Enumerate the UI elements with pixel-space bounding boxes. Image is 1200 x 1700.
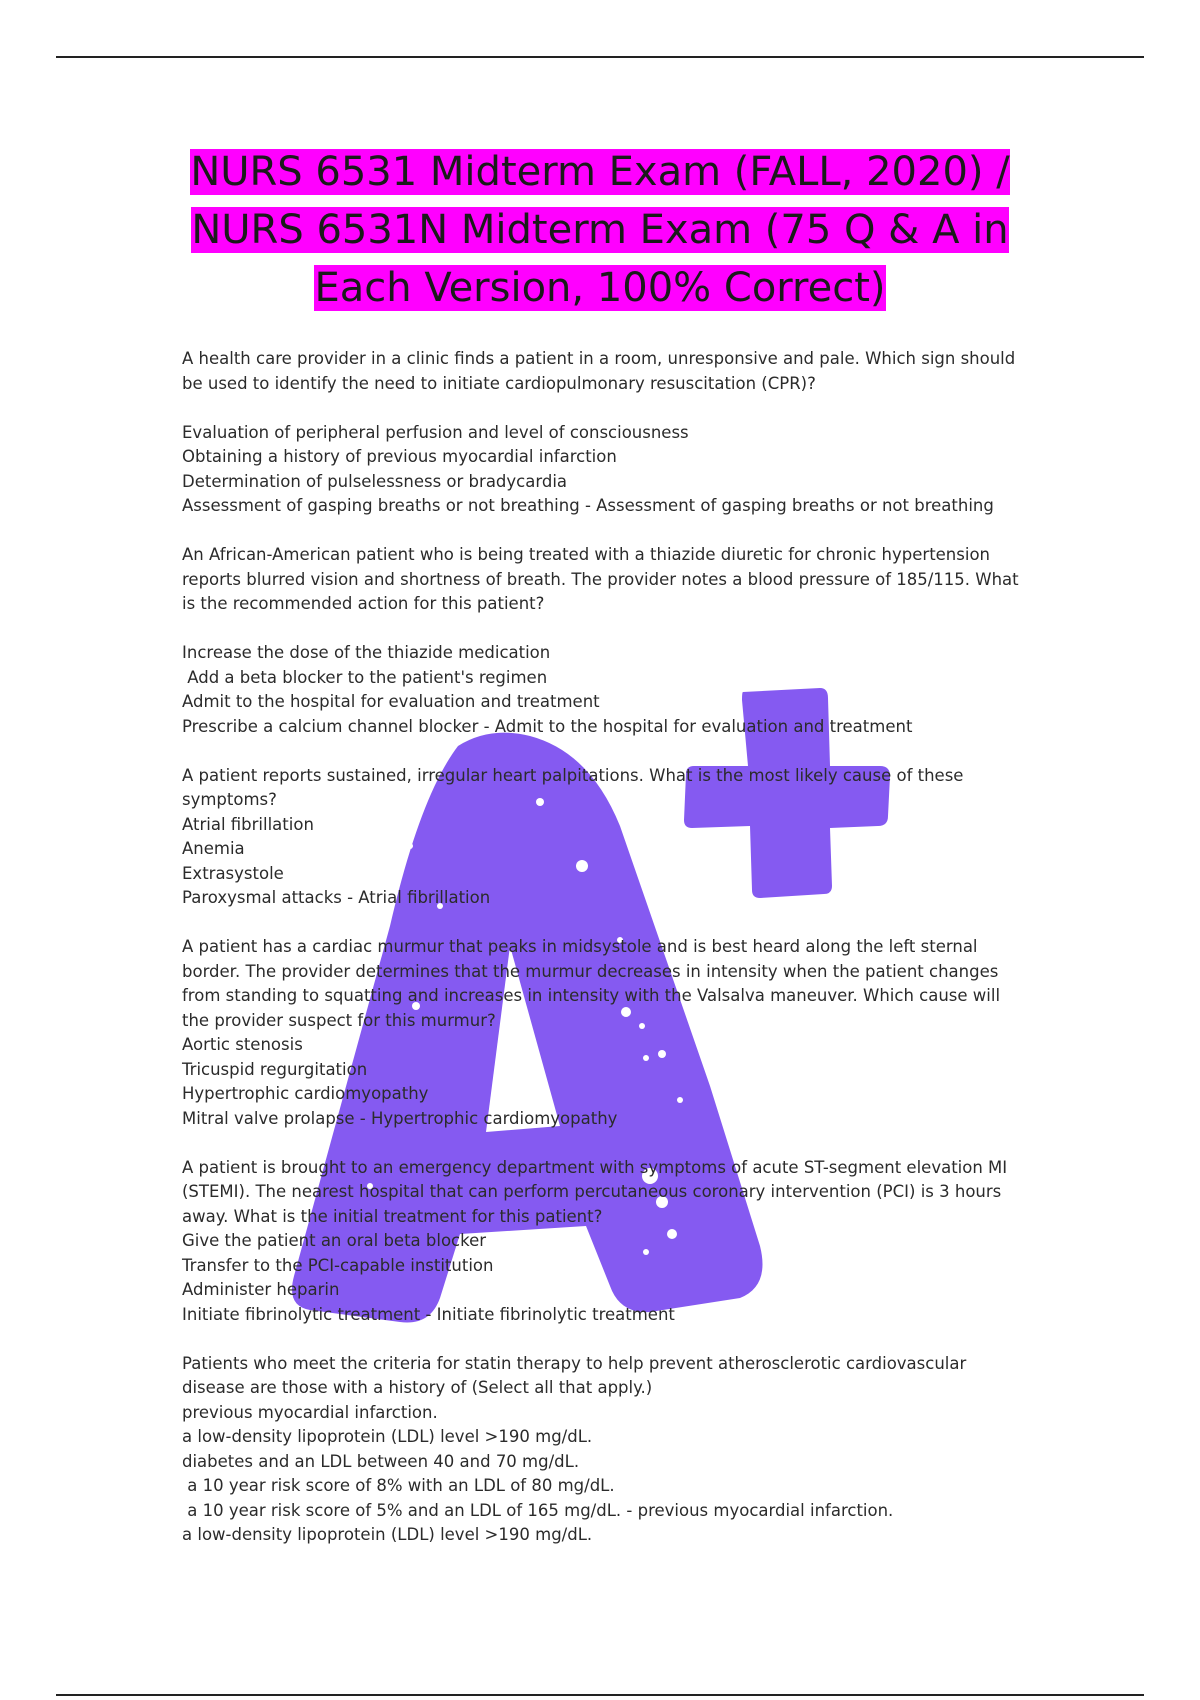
body-text-line: Assessment of gasping breaths or not breathing - Assessment of gasping breaths or not breathing — [182, 496, 994, 515]
blank-line — [182, 739, 1032, 764]
body-text-line: Aortic stenosis — [182, 1035, 303, 1054]
body-text-line: Paroxysmal attacks - Atrial fibrillation — [182, 888, 491, 907]
bottom-rule — [56, 1694, 1144, 1696]
body-text-line: Anemia — [182, 839, 245, 858]
body-text-line: Transfer to the PCI-capable institution — [182, 1255, 494, 1275]
body-text-line: Give the patient an oral beta blocker — [182, 1231, 487, 1250]
blank-line — [182, 1131, 1032, 1156]
body-text-line: A patient reports sustained, irregular heart palpitations. What is the most likely cause of these — [182, 765, 964, 785]
body-text-line: Atrial fibrillation — [182, 814, 314, 834]
body-text-line: (STEMI). The nearest hospital that can perform percutaneous coronary intervention (PCI) is 3 hours — [182, 1182, 1002, 1201]
body-text-line: Admit to the hospital for evaluation and treatment — [182, 692, 600, 711]
body-text-line: Mitral valve prolapse - Hypertrophic cardiomyopathy — [182, 1108, 618, 1128]
blank-line — [182, 911, 1032, 936]
body-text-line: diabetes and an LDL between 40 and 70 mg/dL. — [182, 1451, 580, 1471]
document-title: NURS 6531 Midterm Exam (FALL, 2020) / NURS 6531N Midterm Exam (75 Q & A in Each Version, 100% Correct) — [190, 149, 1010, 311]
body-text-line: Add a beta blocker to the patient's regimen — [182, 667, 548, 687]
body-text-line: A health care provider in a clinic finds a patient in a room, unresponsive and pale. Which sign should — [182, 349, 1016, 368]
body-text-line: Administer heparin — [182, 1280, 340, 1299]
body-text-line: Prescribe a calcium channel blocker - Admit to the hospital for evaluation and treatment — [182, 716, 913, 736]
body-text-line: Tricuspid regurgitation — [182, 1059, 368, 1079]
body-text-line: symptoms? — [182, 790, 277, 809]
body-text-line: from standing to squatting and increases in intensity with the Valsalva maneuver. Which cause will — [182, 986, 1001, 1005]
body-text-line: Hypertrophic cardiomyopathy — [182, 1084, 429, 1103]
body-text-line: disease are those with a history of (Select all that apply.) — [182, 1378, 653, 1397]
body-text-line: a 10 year risk score of 5% and an LDL of 165 mg/dL. - previous myocardial infarction. — [182, 1500, 894, 1520]
body-text-line: Initiate fibrinolytic treatment - Initiate fibrinolytic treatment — [182, 1304, 675, 1324]
body-text-line: be used to identify the need to initiate cardiopulmonary resuscitation (CPR)? — [182, 373, 816, 393]
body-text-line: a 10 year risk score of 8% with an LDL of 80 mg/dL. — [182, 1476, 615, 1495]
body-text-line: border. The provider determines that the murmur decreases in intensity when the patient changes — [182, 961, 999, 981]
blank-line — [182, 1327, 1032, 1352]
top-rule — [56, 56, 1144, 58]
body-text-line: is the recommended action for this patient? — [182, 594, 545, 613]
body-text-line: An African-American patient who is being treated with a thiazide diuretic for chronic hypertension — [182, 545, 991, 564]
body-text-line: previous myocardial infarction. — [182, 1402, 438, 1422]
body-text-line: a low-density lipoprotein (LDL) level >190 mg/dL. — [182, 1525, 593, 1544]
body-text-line: Obtaining a history of previous myocardial infarction — [182, 447, 617, 466]
body-text-line: A patient has a cardiac murmur that peaks in midsystole and is best heard along the left sternal — [182, 937, 978, 956]
body-text-line: Determination of pulselessness or bradycardia — [182, 471, 568, 491]
body-text-line: away. What is the initial treatment for this patient? — [182, 1206, 603, 1226]
document-body — [182, 347, 1032, 1548]
body-text-line: reports blurred vision and shortness of breath. The provider notes a blood pressure of 185/115. What — [182, 569, 1019, 589]
blank-line — [182, 617, 1032, 642]
blank-line — [182, 519, 1032, 544]
body-text-line: a low-density lipoprotein (LDL) level >190 mg/dL. — [182, 1427, 593, 1446]
body-text-line: Extrasystole — [182, 863, 284, 883]
document-title-block — [140, 143, 1060, 317]
blank-line — [182, 396, 1032, 421]
body-text-line: Evaluation of peripheral perfusion and level of consciousness — [182, 422, 689, 442]
body-text-line: Patients who meet the criteria for statin therapy to help prevent atherosclerotic cardiovascular — [182, 1353, 967, 1373]
body-text-line: A patient is brought to an emergency department with symptoms of acute ST-segment elevation MI — [182, 1157, 1008, 1177]
body-text-line: Increase the dose of the thiazide medication — [182, 643, 551, 662]
body-text-line: the provider suspect for this murmur? — [182, 1010, 496, 1030]
